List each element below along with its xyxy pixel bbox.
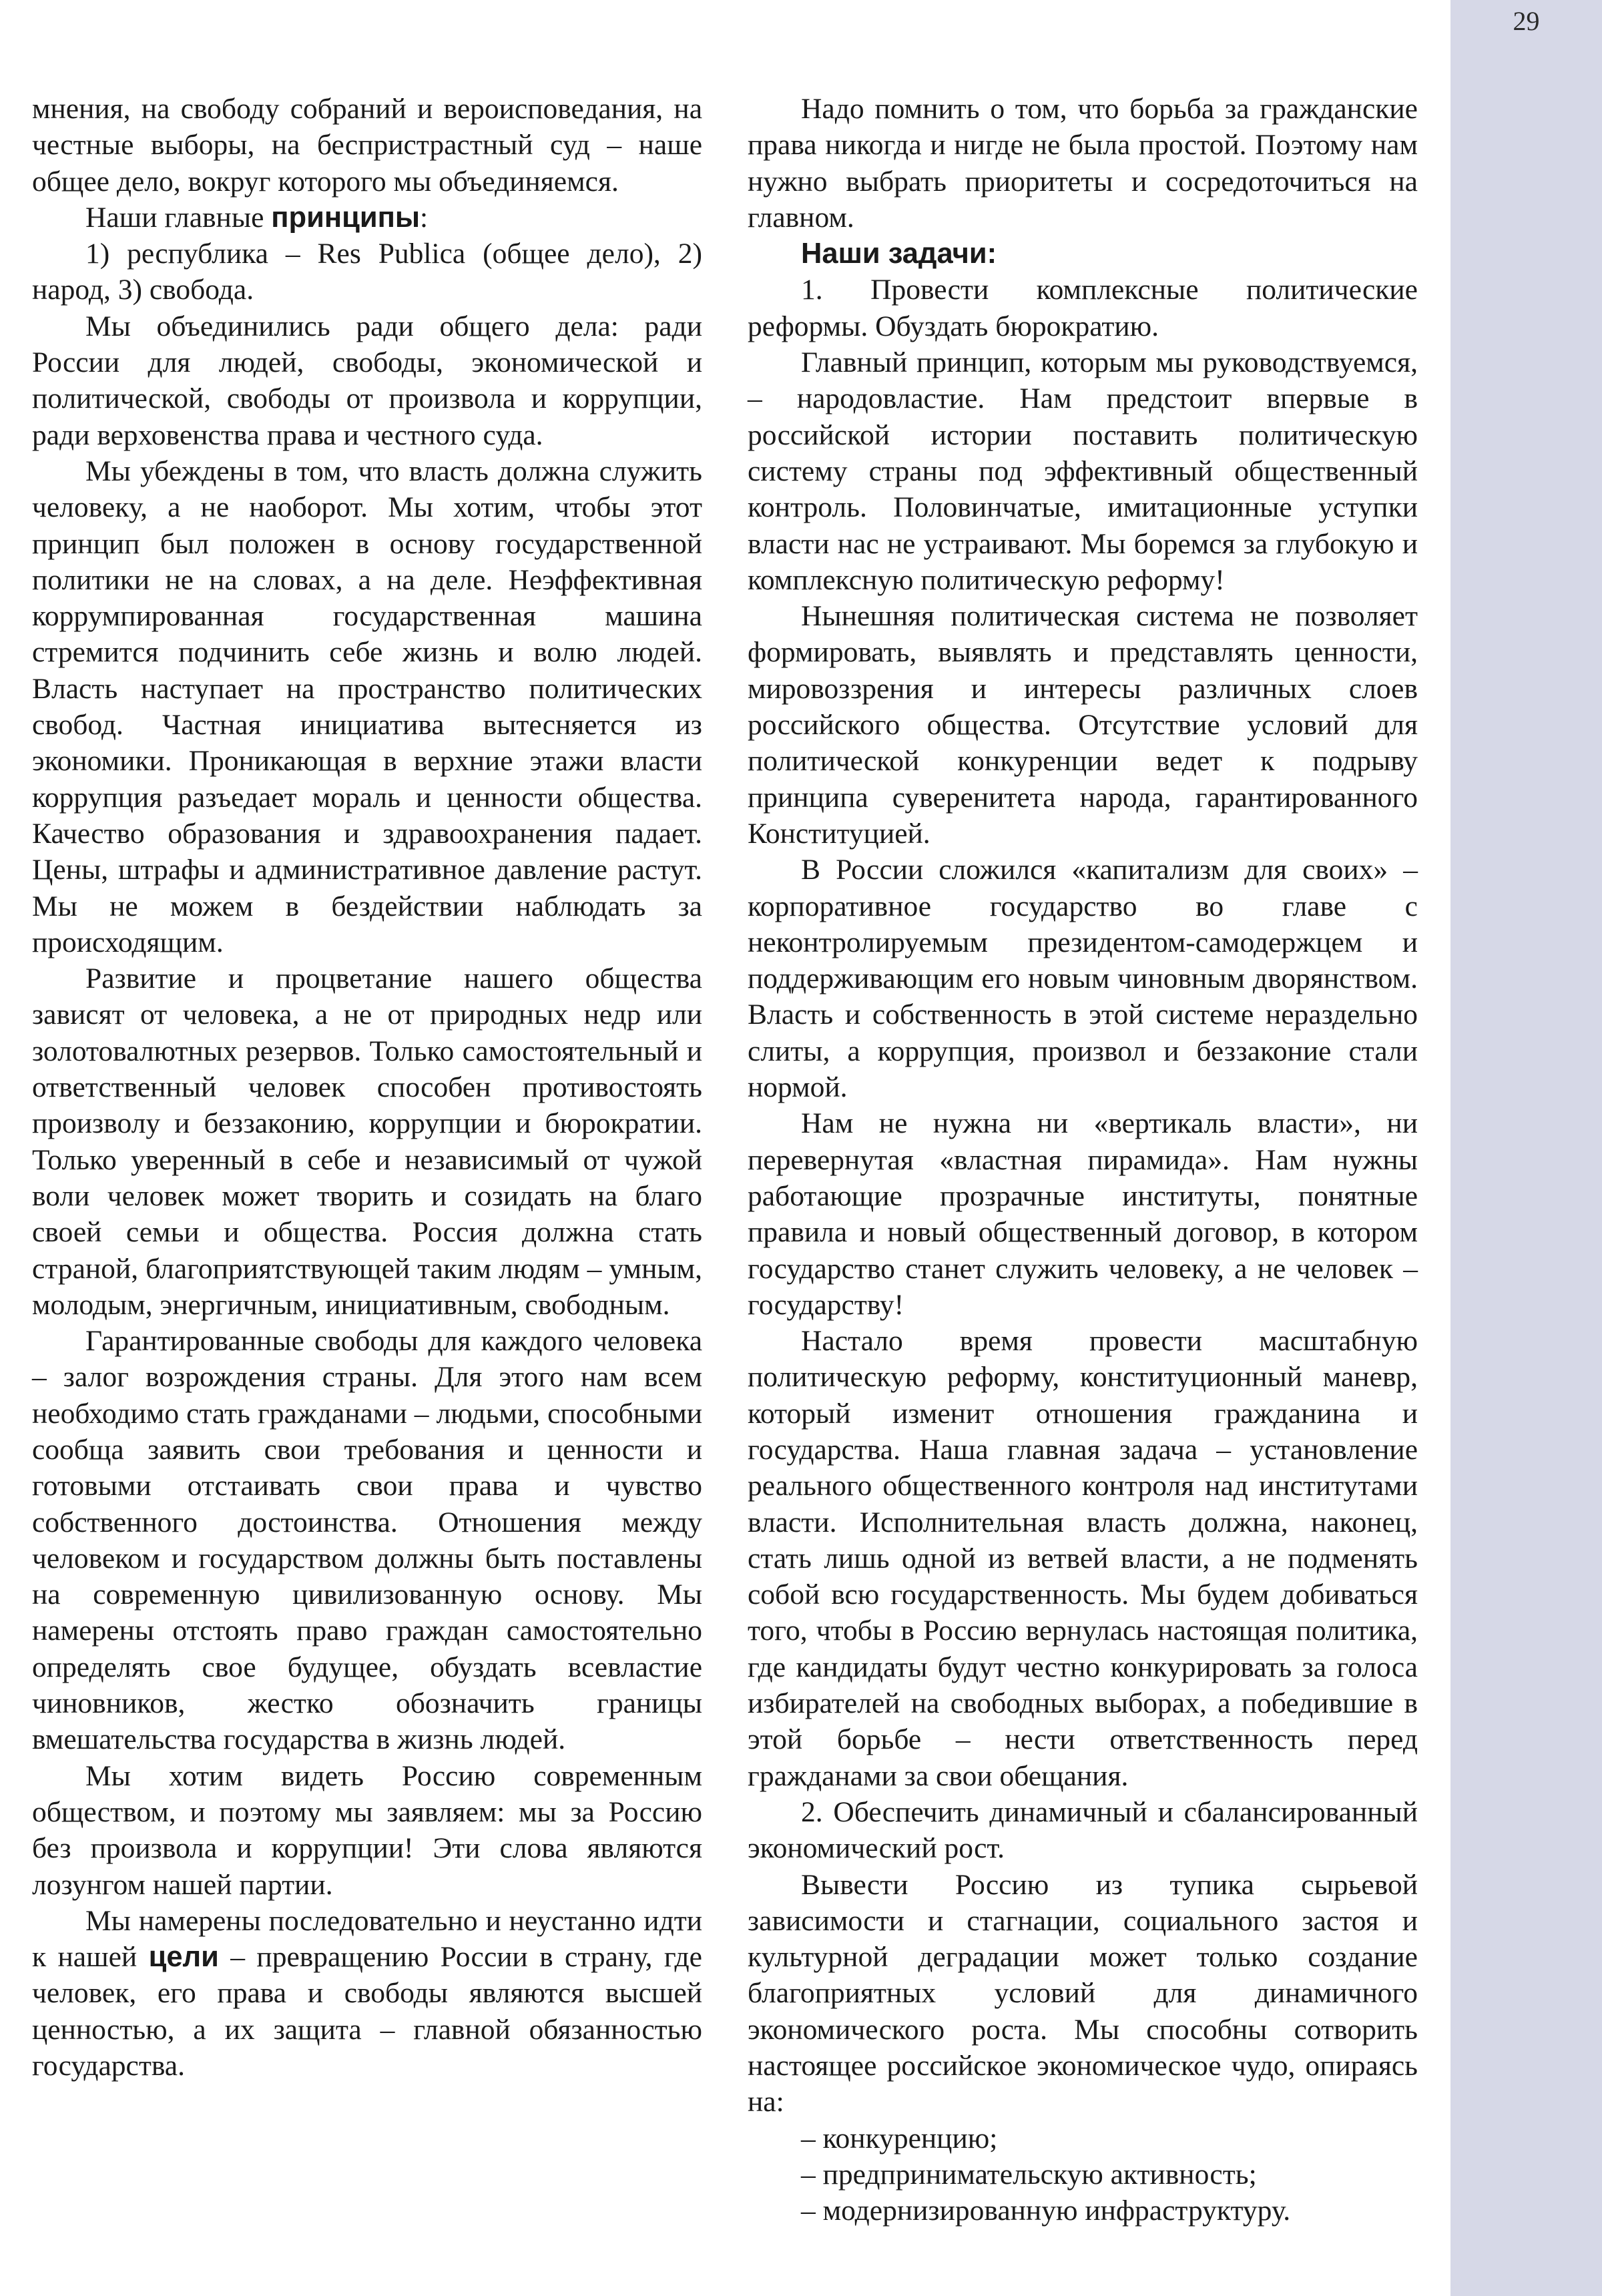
- paragraph: Нынешняя политическая система не позволяет формировать, выявлять и представлять ценности, мировоззрения и интересы различных слоев российского общества. Отсутствие условий для политической конкуренции ведет к подрыву принципа суверенитета народа, гарантированного Конституцией.: [748, 600, 1418, 850]
- list-item: – модернизированную инфраструктуру.: [801, 2195, 1291, 2227]
- tasks-heading: Наши задачи:: [801, 238, 997, 270]
- goal-paragraph: Мы намерены последовательно и неустанно идти к нашей цели – превращению России в страну, где человек, его права и свободы являются высшей ценностью, а их защита – главной обязанностью государства.: [32, 1904, 702, 2082]
- principles-bold: принципы: [271, 201, 421, 234]
- paragraph: В России сложился «капитализм для своих» – корпоративное государство во главе с неконтролируемым президентом-самодержцем и поддерживающим его новым чиновным дворянством. Власть и собственность в этой системе нераздельно слиты, а коррупция, произвол и беззаконие стали нормой.: [748, 854, 1418, 1104]
- paragraph: 2. Обеспечить динамичный и сбалансированный экономический рост.: [748, 1795, 1418, 1865]
- paragraph: Гарантированные свободы для каждого человека – залог возрождения страны. Для этого нам всем необходимо стать гражданами – людьми, способными сообща заявить свои требования и ценности и готовыми отстаивать свои права и чувство собственного достоинства. Отношения между человеком и государством должны быть поставлены на современную цивилизованную основу. Мы намерены отстоять право граждан самостоятельно определять свое будущее, обуздать всевластие чиновников, жестко обозначить границы вмешательства государства в жизнь людей.: [32, 1325, 702, 1756]
- paragraph: Настало время провести масштабную политическую реформу, конституционный маневр, который изменит отношения гражданина и государства. Наша главная задача – установление реального общественного контроля над институтами власти. Исполнительная власть должна, наконец, стать лишь одной из ветвей власти, а не подменять собой всю государственность. Мы будем добиваться того, чтобы в Россию вернулась настоящая политика, где кандидаты будут честно конкурировать за голоса избирателей на свободных выборах, а победившие в этой борьбе – нести ответственность перед гражданами за свои обещания.: [748, 1325, 1418, 1792]
- page-number: 29: [1513, 6, 1540, 36]
- paragraph: Главный принцип, которым мы руководствуемся, – народовластие. Нам предстоит впервые в российской истории поставить политическую систему страны под эффективный общественный контроль. Половинчатые, имитационные уступки власти нас не устраивают. Мы боремся за глубокую и комплексную политическую реформу!: [748, 346, 1418, 596]
- paragraph: Мы объединились ради общего дела: ради России для людей, свободы, экономической и политической, свободы от произвола и коррупции, ради верховенства права и честного суда.: [32, 310, 702, 451]
- paragraph: Мы хотим видеть Россию современным обществом, и поэтому мы заявляем: мы за Россию без произвола и коррупции! Эти слова являются лозунгом нашей партии.: [32, 1759, 702, 1901]
- left-column: [32, 91, 702, 2084]
- goal-bold: цели: [148, 1941, 219, 1974]
- list-item: – предпринимательскую активность;: [801, 2158, 1257, 2191]
- page-sidebar: [1450, 0, 1602, 2296]
- paragraph: 1. Провести комплексные политические реформы. Обуздать бюрократию.: [748, 274, 1418, 342]
- paragraph: Мы убеждены в том, что власть должна служить человеку, а не наоборот. Мы хотим, чтобы этот принцип был положен в основу государственной политики не на словах, а на деле. Неэффективная коррумпированная государственная машина стремится подчинить себе жизнь и волю людей. Власть наступает на пространство политических свобод. Частная инициатива вытесняется из экономики. Проникающая в верхние этажи власти коррупция разъедает мораль и ценности общества. Качество образования и здравоохранения падает. Цены, штрафы и административное давление растут. Мы не можем в бездействии наблюдать за происходящим.: [32, 455, 702, 958]
- paragraph: мнения, на свободу собраний и вероисповедания, на честные выборы, на беспристрастный суд – наше общее дело, вокруг которого мы объединяемся.: [32, 93, 702, 198]
- right-column: [748, 91, 1418, 2229]
- paragraph: Развитие и процветание нашего общества зависят от человека, а не от природных недр или золотовалютных резервов. Только самостоятельный и ответственный человек способен противостоять произволу и беззаконию, коррупции и бюрократии. Только уверенный в себе и независимый от чужой воли человек может творить и созидать на благо своей семьи и общества. Россия должна стать страной, благоприятствующей таким людям – умным, молодым, энергичным, инициативным, свободным.: [32, 962, 702, 1321]
- paragraph: 1) республика – Res Publica (общее дело), 2) народ, 3) свобода.: [32, 238, 702, 306]
- principles-heading: Наши главные принципы:: [85, 201, 429, 234]
- list-item: – конкуренцию;: [801, 2122, 998, 2155]
- paragraph: Вывести Россию из тупика сырьевой зависимости и стагнации, социального застоя и культурной деградации может только создание благоприятных условий для динамичного экономического роста. Мы способны сотворить настоящее российское экономическое чудо, опираясь на:: [748, 1868, 1418, 2118]
- paragraph: Надо помнить о том, что борьба за гражданские права никогда и нигде не была простой. Поэтому нам нужно выбрать приоритеты и сосредоточиться на главном.: [748, 93, 1418, 234]
- paragraph: Нам не нужна ни «вертикаль власти», ни перевернутая «властная пирамида». Нам нужны работающие прозрачные институты, понятные правила и новый общественный договор, в котором государство станет служить человеку, а не человек – государству!: [748, 1107, 1418, 1321]
